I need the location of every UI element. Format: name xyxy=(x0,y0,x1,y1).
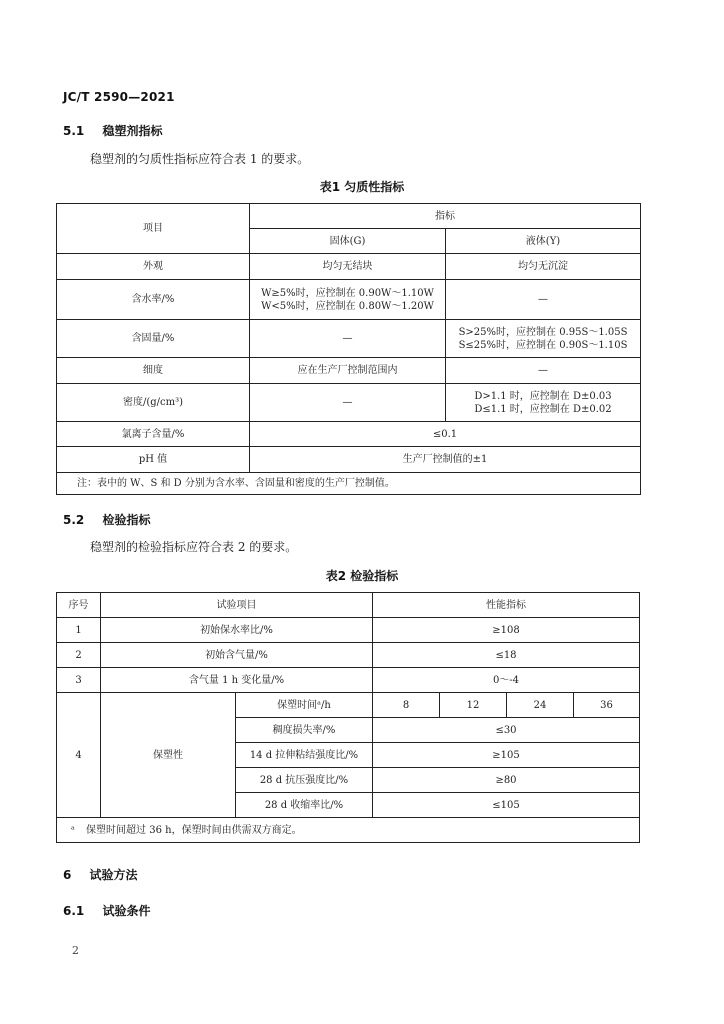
t2-r4-loss-label: 稠度损失率/% xyxy=(236,718,373,743)
t2-r1-no: 1 xyxy=(57,618,101,643)
t1-solid-label: 含固量/% xyxy=(57,320,250,358)
t1-solid-liquid-line2: S≤25%时，应控制在 0.90S～1.10S xyxy=(458,339,628,351)
table2-caption: 表2 检验指标 xyxy=(325,569,399,583)
t1-header-solid: 固体(G) xyxy=(250,229,446,254)
t2-note-mark: ᵃ xyxy=(71,824,75,836)
t1-appearance-solid: 均匀无结块 xyxy=(250,254,446,280)
section-6-title: 试验方法 xyxy=(89,868,138,882)
t1-solid-solid: — xyxy=(250,320,446,358)
section-6-1-heading xyxy=(63,902,150,919)
t2-r1-item: 初始保水率比/% xyxy=(101,618,373,643)
t2-r2-item: 初始含气量/% xyxy=(101,643,373,668)
t2-r3-no: 3 xyxy=(57,668,101,693)
t1-water-solid-line2: W<5%时，应控制在 0.80W～1.20W xyxy=(261,300,434,312)
t2-r4-time-36: 36 xyxy=(574,693,640,718)
t1-water-label: 含水率/% xyxy=(57,280,250,320)
t2-r2-value: ≤18 xyxy=(373,643,640,668)
table1-caption: 表1 匀质性指标 xyxy=(319,180,405,194)
standard-number: JC/T 2590—2021 xyxy=(63,90,175,104)
t1-density-liquid-line2: D≤1.1 时，应控制在 D±0.02 xyxy=(474,403,612,415)
t2-note-text: 保塑时间超过 36 h，保塑时间由供需双方商定。 xyxy=(86,824,302,836)
t1-solid-liquid xyxy=(446,320,641,358)
section-5-2-number: 5.2 xyxy=(63,513,85,527)
t2-r4-shrink-value: ≤105 xyxy=(373,793,640,818)
t2-r4-bond-value: ≥105 xyxy=(373,743,640,768)
t1-fineness-liquid: — xyxy=(446,358,641,384)
section-5-1-heading xyxy=(63,122,162,139)
section-6-1-title: 试验条件 xyxy=(102,904,151,918)
t1-note: 注：表中的 W、S 和 D 分别为含水率、含固量和密度的生产厂控制值。 xyxy=(57,473,641,495)
t2-r4-comp-label: 28 d 抗压强度比/% xyxy=(236,768,373,793)
t2-header-no: 序号 xyxy=(57,593,101,618)
t2-r4-time-12: 12 xyxy=(440,693,507,718)
t2-header-perf: 性能指标 xyxy=(373,593,640,618)
t1-chloride-label: 氯离子含量/% xyxy=(57,422,250,447)
t1-appearance-liquid: 均匀无沉淀 xyxy=(446,254,641,280)
t2-r4-no: 4 xyxy=(57,693,101,818)
t2-r4-loss-value: ≤30 xyxy=(373,718,640,743)
t1-solid-liquid-line1: S>25%时，应控制在 0.95S～1.05S xyxy=(458,326,628,338)
t1-header-liquid: 液体(Y) xyxy=(446,229,641,254)
section-6-1-number: 6.1 xyxy=(63,904,85,918)
t2-r3-item: 含气量 1 h 变化量/% xyxy=(101,668,373,693)
t2-r4-time-label: 保塑时间ᵃ/h xyxy=(236,693,373,718)
t2-r4-shrink-label: 28 d 收缩率比/% xyxy=(236,793,373,818)
section-5-2-title: 检验指标 xyxy=(102,513,151,527)
table2 xyxy=(56,592,640,843)
t2-r3-value: 0～-4 xyxy=(373,668,640,693)
section-5-1-title: 稳塑剂指标 xyxy=(102,124,163,138)
t1-ph-value: 生产厂控制值的±1 xyxy=(250,447,641,473)
t2-r4-comp-value: ≥80 xyxy=(373,768,640,793)
t2-r4-bond-label: 14 d 拉伸粘结强度比/% xyxy=(236,743,373,768)
t1-appearance-label: 外观 xyxy=(57,254,250,280)
t1-water-solid-line1: W≥5%时，应控制在 0.90W～1.10W xyxy=(261,287,434,299)
section-5-2-heading xyxy=(63,511,150,528)
t1-header-index: 指标 xyxy=(250,204,641,229)
table1 xyxy=(56,203,641,495)
t2-r4-group: 保塑性 xyxy=(101,693,236,818)
t1-density-solid: — xyxy=(250,384,446,422)
page-number: 2 xyxy=(72,944,79,957)
t1-fineness-label: 细度 xyxy=(57,358,250,384)
section-5-1-text: 稳塑剂的匀质性指标应符合表 1 的要求。 xyxy=(90,152,310,166)
section-6-number: 6 xyxy=(63,868,72,882)
t1-ph-label: pH 值 xyxy=(57,447,250,473)
t2-r4-time-8: 8 xyxy=(373,693,440,718)
t2-note xyxy=(57,818,640,843)
t1-density-liquid-line1: D>1.1 时，应控制在 D±0.03 xyxy=(474,390,612,402)
section-5-1-number: 5.1 xyxy=(63,124,85,138)
section-5-2-text: 稳塑剂的检验指标应符合表 2 的要求。 xyxy=(90,540,298,554)
t2-r1-value: ≥108 xyxy=(373,618,640,643)
t2-header-item: 试验项目 xyxy=(101,593,373,618)
t1-water-solid xyxy=(250,280,446,320)
section-6-heading xyxy=(63,866,138,883)
t1-water-liquid: — xyxy=(446,280,641,320)
t2-r4-time-24: 24 xyxy=(507,693,574,718)
t1-density-liquid xyxy=(446,384,641,422)
t1-fineness-solid: 应在生产厂控制范围内 xyxy=(250,358,446,384)
t1-header-item: 项目 xyxy=(57,204,250,254)
t1-chloride-value: ≤0.1 xyxy=(250,422,641,447)
t1-density-label: 密度/(g/cm³) xyxy=(57,384,250,422)
t2-r2-no: 2 xyxy=(57,643,101,668)
